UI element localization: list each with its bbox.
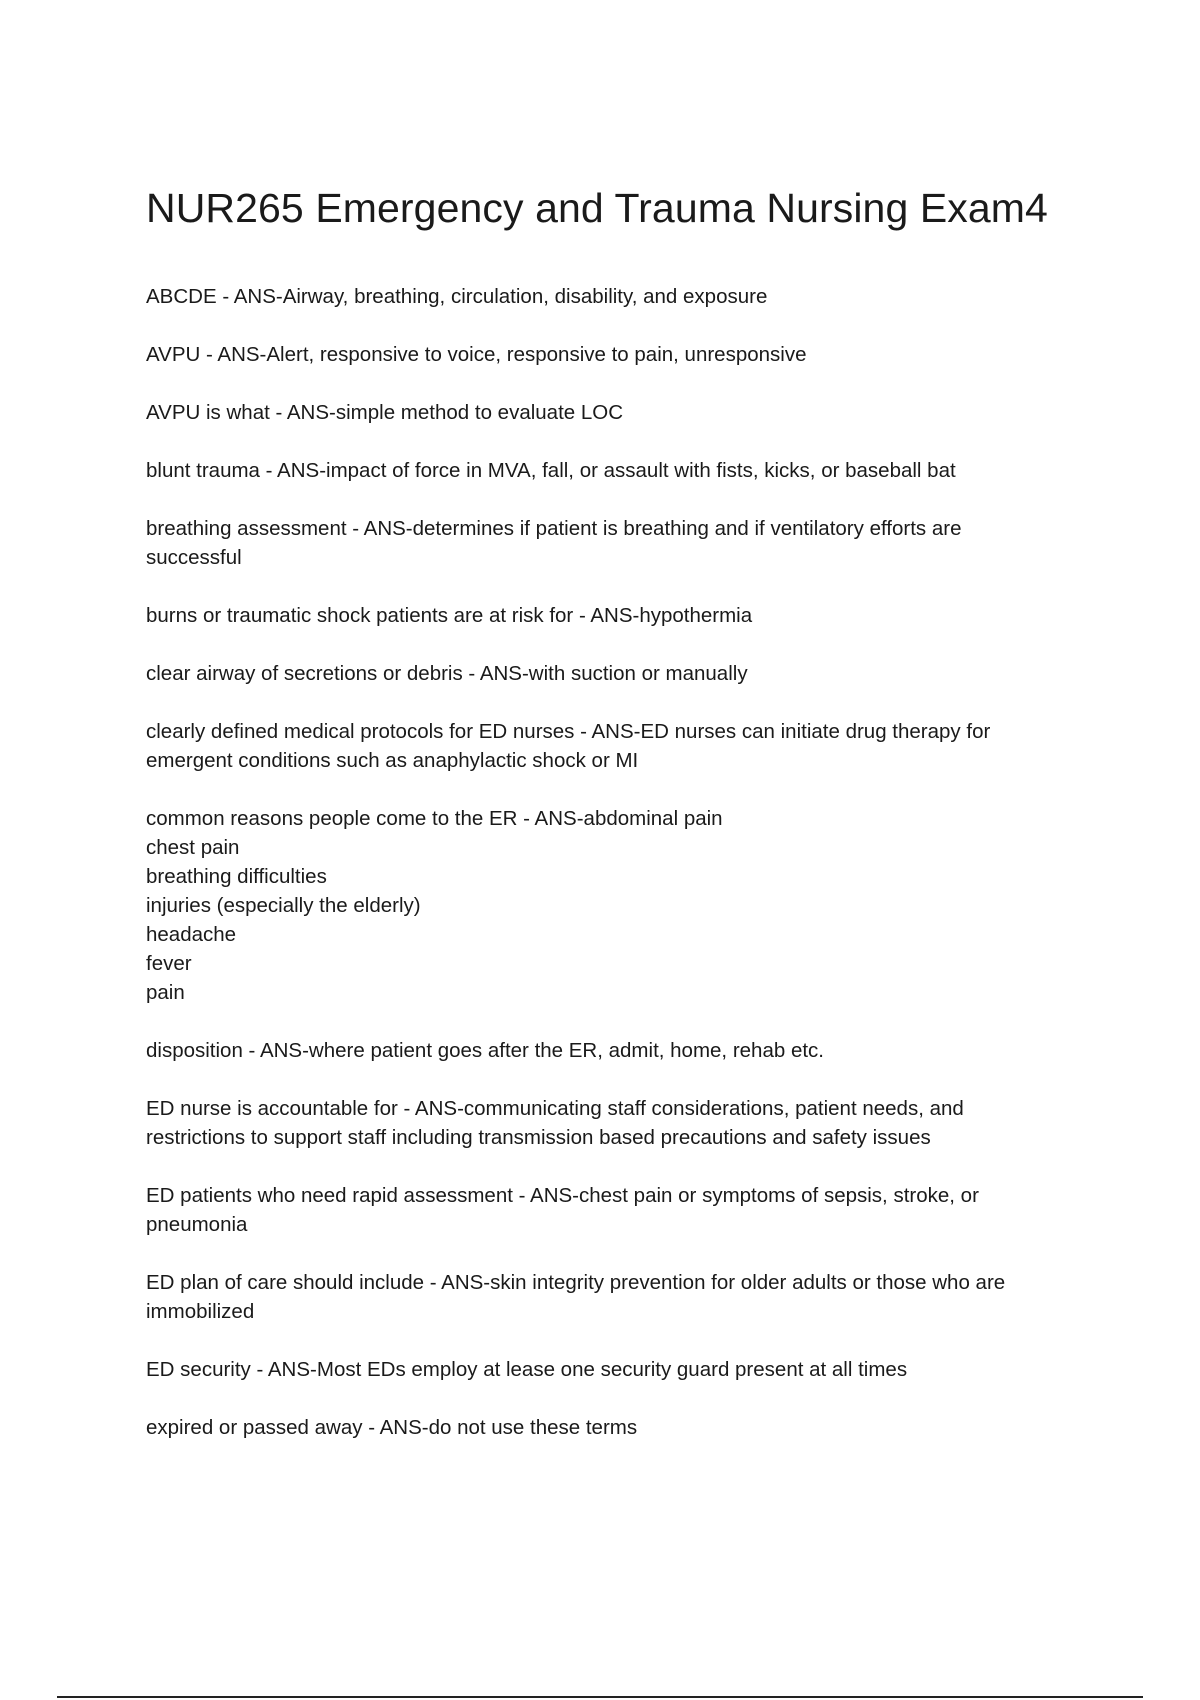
page-title: NUR265 Emergency and Trauma Nursing Exam4 — [146, 185, 1048, 231]
qa-item-line: clear airway of secretions or debris - ANS-with suction or manually — [146, 662, 748, 685]
qa-item-line: AVPU is what - ANS-simple method to evaluate LOC — [146, 401, 624, 424]
qa-item-line: emergent conditions such as anaphylactic shock or MI — [146, 749, 639, 772]
qa-item-line: immobilized — [146, 1300, 255, 1323]
qa-item-line: ED patients who need rapid assessment - ANS-chest pain or symptoms of sepsis, stroke, or — [146, 1184, 979, 1207]
qa-item — [146, 659, 1086, 688]
qa-item-line: AVPU - ANS-Alert, responsive to voice, responsive to pain, unresponsive — [146, 343, 807, 366]
qa-item — [146, 1094, 1086, 1152]
qa-item-line: ABCDE - ANS-Airway, breathing, circulation, disability, and exposure — [146, 285, 768, 308]
qa-item — [146, 804, 1086, 1007]
qa-item-line: injuries (especially the elderly) — [146, 894, 421, 917]
qa-item — [146, 514, 1086, 572]
qa-item-line: ED plan of care should include - ANS-skin integrity prevention for older adults or those who are — [146, 1271, 1006, 1294]
qa-item — [146, 340, 1086, 369]
qa-item — [146, 1355, 1086, 1384]
qa-item — [146, 282, 1086, 311]
qa-item — [146, 1268, 1086, 1326]
qa-item-line: common reasons people come to the ER - ANS-abdominal pain — [146, 807, 723, 830]
qa-item-line: ED security - ANS-Most EDs employ at lease one security guard present at all times — [146, 1358, 908, 1381]
qa-item-line: restrictions to support staff including transmission based precautions and safety issues — [146, 1126, 931, 1149]
qa-item — [146, 601, 1086, 630]
qa-list — [146, 282, 1086, 1442]
qa-item-line: pneumonia — [146, 1213, 248, 1236]
qa-item-line: breathing difficulties — [146, 865, 327, 888]
qa-item — [146, 398, 1086, 427]
qa-item-line: chest pain — [146, 836, 240, 859]
qa-item-line: headache — [146, 923, 237, 946]
qa-item-line: ED nurse is accountable for - ANS-communicating staff considerations, patient needs, and — [146, 1097, 964, 1120]
qa-item-line: fever — [146, 952, 192, 975]
qa-item — [146, 1036, 1086, 1065]
qa-item — [146, 717, 1086, 775]
qa-item-line: pain — [146, 981, 185, 1004]
qa-item — [146, 456, 1086, 485]
qa-item-line: blunt trauma - ANS-impact of force in MVA, fall, or assault with fists, kicks, or baseball bat — [146, 459, 956, 482]
qa-item — [146, 1413, 1086, 1442]
qa-item-line: clearly defined medical protocols for ED nurses - ANS-ED nurses can initiate drug therapy for — [146, 720, 991, 743]
qa-item-line: burns or traumatic shock patients are at risk for - ANS-hypothermia — [146, 604, 753, 627]
qa-item — [146, 1181, 1086, 1239]
qa-item-line: breathing assessment - ANS-determines if patient is breathing and if ventilatory efforts are — [146, 517, 962, 540]
document-page — [146, 182, 1086, 1471]
footer-divider — [57, 1696, 1143, 1698]
qa-item-line: expired or passed away - ANS-do not use these terms — [146, 1416, 638, 1439]
qa-item-line: successful — [146, 546, 242, 569]
qa-item-line: disposition - ANS-where patient goes after the ER, admit, home, rehab etc. — [146, 1039, 824, 1062]
